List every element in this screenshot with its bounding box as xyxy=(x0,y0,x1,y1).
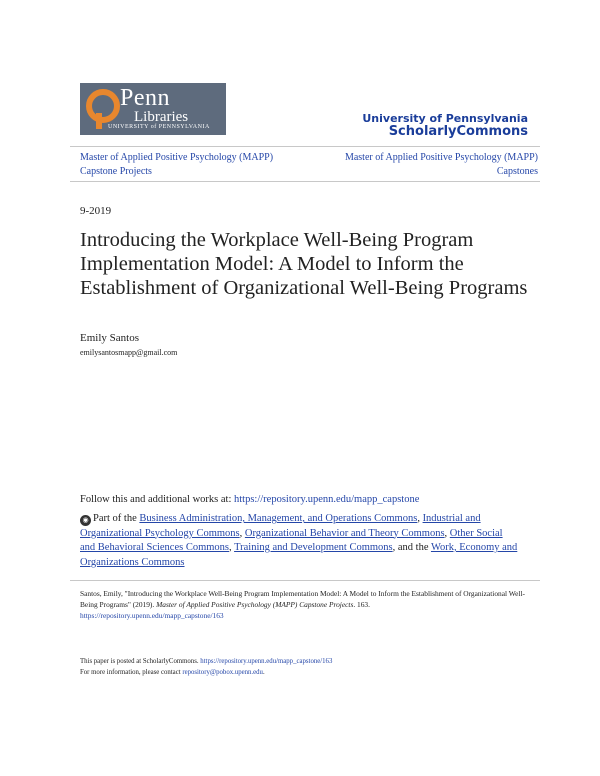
network-icon: ◉ xyxy=(80,515,91,526)
citation-url-link[interactable]: https://repository.upenn.edu/mapp_capstone/163 xyxy=(80,611,224,620)
sep-2: , xyxy=(239,527,245,539)
collection-left-line2[interactable]: Capstone Projects xyxy=(80,166,152,177)
follow-line xyxy=(80,494,419,505)
sep-3: , xyxy=(444,527,450,539)
collection-right-line1[interactable]: Master of Applied Positive Psychology (MAPP) xyxy=(344,152,538,163)
contact-email-link[interactable]: repository@pobox.upenn.edu xyxy=(182,669,263,676)
posted-url-link[interactable]: https://repository.upenn.edu/mapp_capstone/163 xyxy=(200,658,333,665)
collection-left-link[interactable] xyxy=(80,151,273,179)
sep-1: , xyxy=(417,513,423,524)
paper-title: Introducing the Workplace Well-Being Program Implementation Model: A Model to Inform the Establishment of Organizational Well-Being Programs xyxy=(80,229,528,299)
info-label: For more information, please contact xyxy=(80,669,183,676)
posting-notice xyxy=(80,656,530,678)
posted-label: This paper is posted at ScholarlyCommons. xyxy=(80,658,201,665)
citation-journal: Master of Applied Positive Psychology (MAPP) Capstone Projects xyxy=(156,600,354,609)
recommended-citation xyxy=(80,588,530,621)
citation-text: Santos, Emily, "Introducing the Workplace Well-Being Program Implementation Model: A Model to Inform the Establishment of Organizational Well-Being Programs" (2019). xyxy=(80,589,525,609)
penn-libraries-logo xyxy=(80,83,226,135)
paper-author: Emily Santos xyxy=(80,332,139,344)
sep-5: , and the xyxy=(392,542,431,553)
commons-link-org-behavior[interactable]: Organizational Behavior and Theory Commons xyxy=(244,527,445,539)
citation-number: . 163. xyxy=(353,600,370,609)
collection-right-link[interactable] xyxy=(345,151,538,179)
collection-right-line2[interactable]: Capstones xyxy=(496,166,538,177)
citation-divider xyxy=(70,580,540,581)
part-of-prefix: Part of the xyxy=(93,513,140,524)
open-access-lock-icon xyxy=(86,89,120,123)
brand-scholarlycommons[interactable]: ScholarlyCommons xyxy=(388,124,528,139)
commons-link-work-economy[interactable]: Work, Economy and Organizations Commons xyxy=(80,542,518,568)
paper-date: 9-2019 xyxy=(80,205,112,217)
collections-divider xyxy=(70,181,540,182)
author-email: emilysantosmapp@gmail.com xyxy=(80,348,178,357)
commons-link-other-social[interactable]: Other Social and Behavioral Sciences Commons xyxy=(80,527,503,553)
collection-left-line1[interactable]: Master of Applied Positive Psychology (MAPP) xyxy=(80,152,274,163)
logo-subtitle: UNIVERSITY of PENNSYLVANIA xyxy=(108,124,210,130)
posted-line xyxy=(80,656,530,667)
logo-penn-text: Penn xyxy=(120,85,170,111)
info-end: . xyxy=(262,669,265,676)
part-of-commons xyxy=(80,512,520,570)
follow-url-link[interactable]: https://repository.upenn.edu/mapp_capstone xyxy=(234,494,420,505)
logo-libraries-text: Libraries xyxy=(134,109,189,125)
follow-label: Follow this and additional works at: xyxy=(80,494,234,505)
commons-link-industrial[interactable]: Industrial and Organizational Psychology Commons xyxy=(80,513,481,539)
header-divider xyxy=(70,146,540,147)
commons-link-business[interactable]: Business Administration, Management, and Operations Commons xyxy=(139,513,418,524)
sep-4: , xyxy=(229,542,235,553)
info-line xyxy=(80,667,530,678)
brand-university[interactable]: University of Pennsylvania xyxy=(362,112,528,125)
lock-stem-icon xyxy=(96,113,102,129)
commons-link-training[interactable]: Training and Development Commons xyxy=(234,542,393,553)
